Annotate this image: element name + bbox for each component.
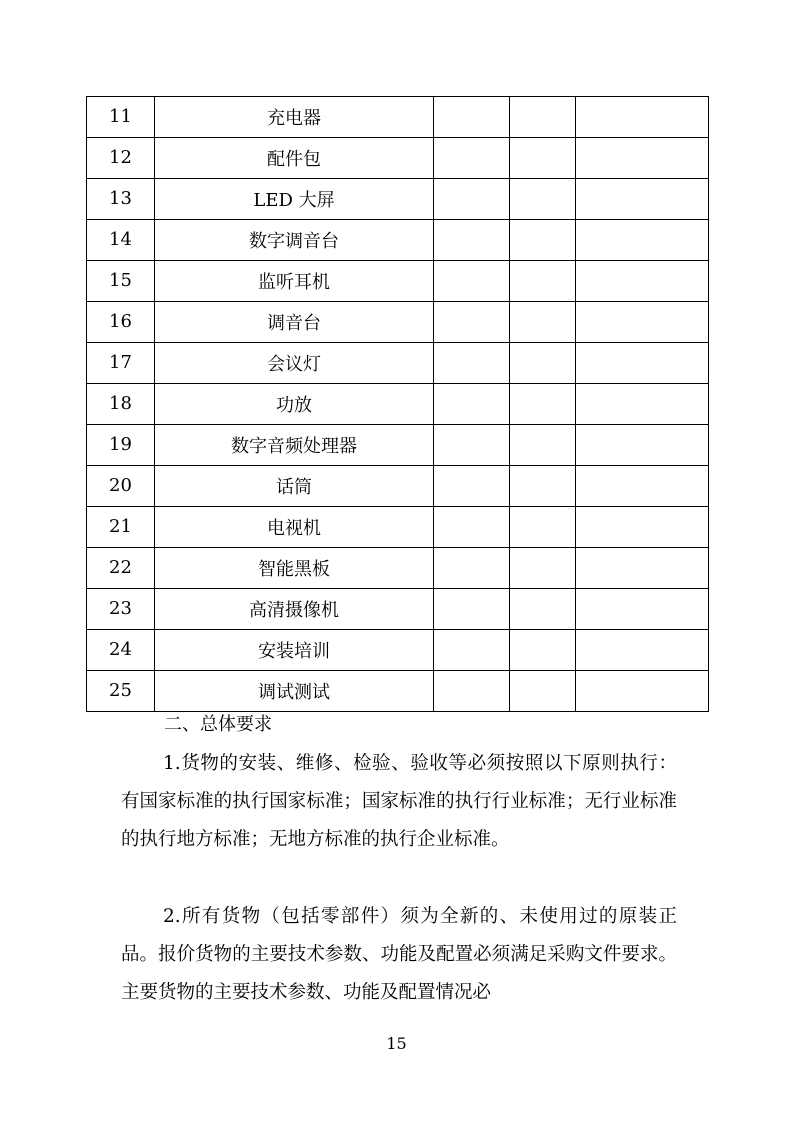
table-row [87,343,709,384]
empty-cell [434,179,510,220]
item-name: 话筒 [155,466,434,507]
empty-cell [510,630,576,671]
row-number: 18 [87,384,155,425]
empty-cell [576,384,709,425]
paragraph: 1.货物的安装、维修、检验、验收等必须按照以下原则执行：有国家标准的执行国家标准；国家标准的执行行业标准；无行业标准的执行地方标准；无地方标准的执行企业标准。 [121,753,677,850]
empty-cell [576,589,709,630]
empty-cell [510,589,576,630]
empty-cell [576,302,709,343]
row-number: 17 [87,343,155,384]
empty-cell [576,220,709,261]
item-name: 电视机 [155,507,434,548]
row-number: 16 [87,302,155,343]
table-row [87,261,709,302]
equipment-table [86,96,709,712]
empty-cell [434,220,510,261]
item-name: 配件包 [155,138,434,179]
section-heading: 二、总体要求 [164,714,272,735]
empty-cell [576,548,709,589]
row-number: 25 [87,671,155,712]
empty-cell [434,261,510,302]
empty-cell [510,548,576,589]
empty-cell [576,261,709,302]
empty-cell [576,138,709,179]
empty-cell [510,425,576,466]
page-number: 15 [386,1034,407,1053]
table-row [87,630,709,671]
empty-cell [576,671,709,712]
empty-cell [576,343,709,384]
item-name: 数字音频处理器 [155,425,434,466]
empty-cell [510,671,576,712]
empty-cell [510,507,576,548]
empty-cell [510,261,576,302]
table-row [87,507,709,548]
item-name: 会议灯 [155,343,434,384]
empty-cell [510,466,576,507]
empty-cell [576,179,709,220]
row-number: 24 [87,630,155,671]
empty-cell [434,302,510,343]
table-row [87,548,709,589]
empty-cell [434,548,510,589]
row-number: 13 [87,179,155,220]
row-number: 20 [87,466,155,507]
paragraph: 2.所有货物（包括零部件）须为全新的、未使用过的原装正品。报价货物的主要技术参数、功能及配置必须满足采购文件要求。主要货物的主要技术参数、功能及配置情况必 [121,906,677,1003]
empty-cell [434,671,510,712]
item-name: 功放 [155,384,434,425]
row-number: 21 [87,507,155,548]
table-row [87,138,709,179]
empty-cell [510,138,576,179]
empty-cell [434,466,510,507]
table-row [87,384,709,425]
row-number: 22 [87,548,155,589]
row-number: 11 [87,97,155,138]
table-row [87,179,709,220]
empty-cell [434,425,510,466]
table-row [87,97,709,138]
item-name: 调音台 [155,302,434,343]
item-name: 安装培训 [155,630,434,671]
item-name: 高清摄像机 [155,589,434,630]
row-number: 15 [87,261,155,302]
item-name: 调试测试 [155,671,434,712]
empty-cell [510,384,576,425]
table-row [87,425,709,466]
equipment-table-body [87,97,709,712]
empty-cell [434,589,510,630]
empty-cell [434,97,510,138]
item-name: 智能黑板 [155,548,434,589]
row-number: 14 [87,220,155,261]
empty-cell [576,466,709,507]
empty-cell [576,425,709,466]
table-row [87,466,709,507]
row-number: 12 [87,138,155,179]
empty-cell [434,343,510,384]
table-row [87,302,709,343]
empty-cell [576,507,709,548]
row-number: 23 [87,589,155,630]
empty-cell [434,384,510,425]
item-name: 数字调音台 [155,220,434,261]
row-number: 19 [87,425,155,466]
empty-cell [576,630,709,671]
empty-cell [576,97,709,138]
empty-cell [434,138,510,179]
item-name: 充电器 [155,97,434,138]
empty-cell [510,220,576,261]
empty-cell [510,343,576,384]
empty-cell [434,507,510,548]
table-row [87,220,709,261]
item-name: 监听耳机 [155,261,434,302]
empty-cell [510,179,576,220]
empty-cell [434,630,510,671]
empty-cell [510,97,576,138]
table-row [87,671,709,712]
table-row [87,589,709,630]
empty-cell [510,302,576,343]
item-name: LED 大屏 [155,179,434,220]
